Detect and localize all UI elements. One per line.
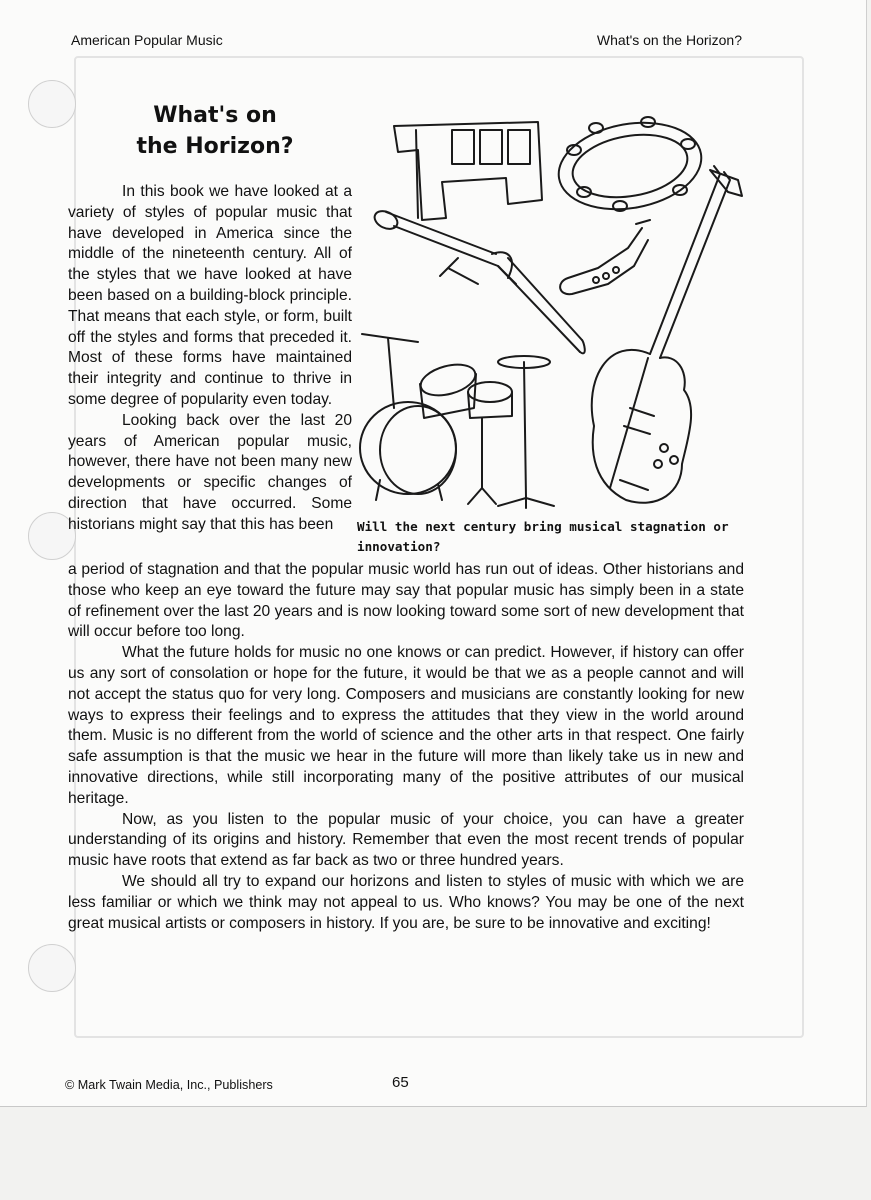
binder-hole-top (28, 80, 76, 128)
illustration-caption: Will the next century bring musical stagnation or innovation? (357, 519, 729, 554)
running-header-right: What's on the Horizon? (596, 32, 742, 48)
publisher-footer: © Mark Twain Media, Inc., Publishers (65, 1078, 273, 1092)
intro-column (68, 182, 352, 536)
title-line-2: the Horizon? (136, 134, 294, 159)
tambourine-drawing (552, 112, 708, 220)
body-text (68, 560, 744, 934)
title-line-1: What's on (153, 103, 277, 128)
keyboard-drawing (394, 122, 542, 220)
guitar-drawing (592, 166, 742, 503)
paragraph-3: What the future holds for music no one knows or can predict. However, if history can offer us any sort of consolation or hope for the future, it would be that we as a people cannot and will not accept the status quo for very long. Composers and musicians are constantly looking for new ways to express their feelings and to express the attitudes that they view in the world around them. Music is no different from the world of science and the other arts in that respect. One fairly safe assumption is that the music we hear in the future will more than likely take us in new and innovative directions, while still incorporating many of the positive attributes of our musical heritage. (68, 644, 744, 807)
page-number: 65 (392, 1074, 409, 1091)
musical-instruments-illustration (358, 108, 758, 516)
paragraph-1: In this book we have looked at a variety of styles of popular music that have developed in America since the middle of the nineteenth century. All of the styles that we have looked at have been based on a building-block principle. That means that each style, or form, built off the styles and forms that preceded it. Most of these forms have maintained their integrity and continue to thrive in some degree of popularity even today. (68, 183, 352, 408)
paragraph-4: Now, as you listen to the popular music of your choice, you can have a greater understanding of its origins and history. Remember that even the most recent trends of popular music have roots that extend as far back as two or three hundred years. (68, 810, 744, 870)
paragraph-5: We should all try to expand our horizons and listen to styles of music with which we are less familiar or which we think may not appeal to us. Who knows? You may be one of the next great musical artists or composers in history. If you are, be sure to be innovative and exciting! (68, 872, 744, 932)
paragraph-2-start: Looking back over the last 20 years of American popular music, however, there have not been many new developments or specific changes of direction that have occurred. Some historians might say that this has been (68, 411, 352, 533)
page-title (110, 100, 320, 162)
saxophone-drawing (560, 220, 650, 294)
drum-kit-drawing (360, 334, 554, 508)
trombone-drawing (372, 208, 585, 354)
running-header-left: American Popular Music (71, 32, 223, 48)
binder-hole-bottom (28, 944, 76, 992)
paragraph-2-end: a period of stagnation and that the popular music world has run out of ideas. Other historians and those who keep an eye toward the future may say that popular music has simply been in a state of refinement over the last 20 years and is now looking toward some sort of new development that will occur before too long. (68, 561, 744, 641)
